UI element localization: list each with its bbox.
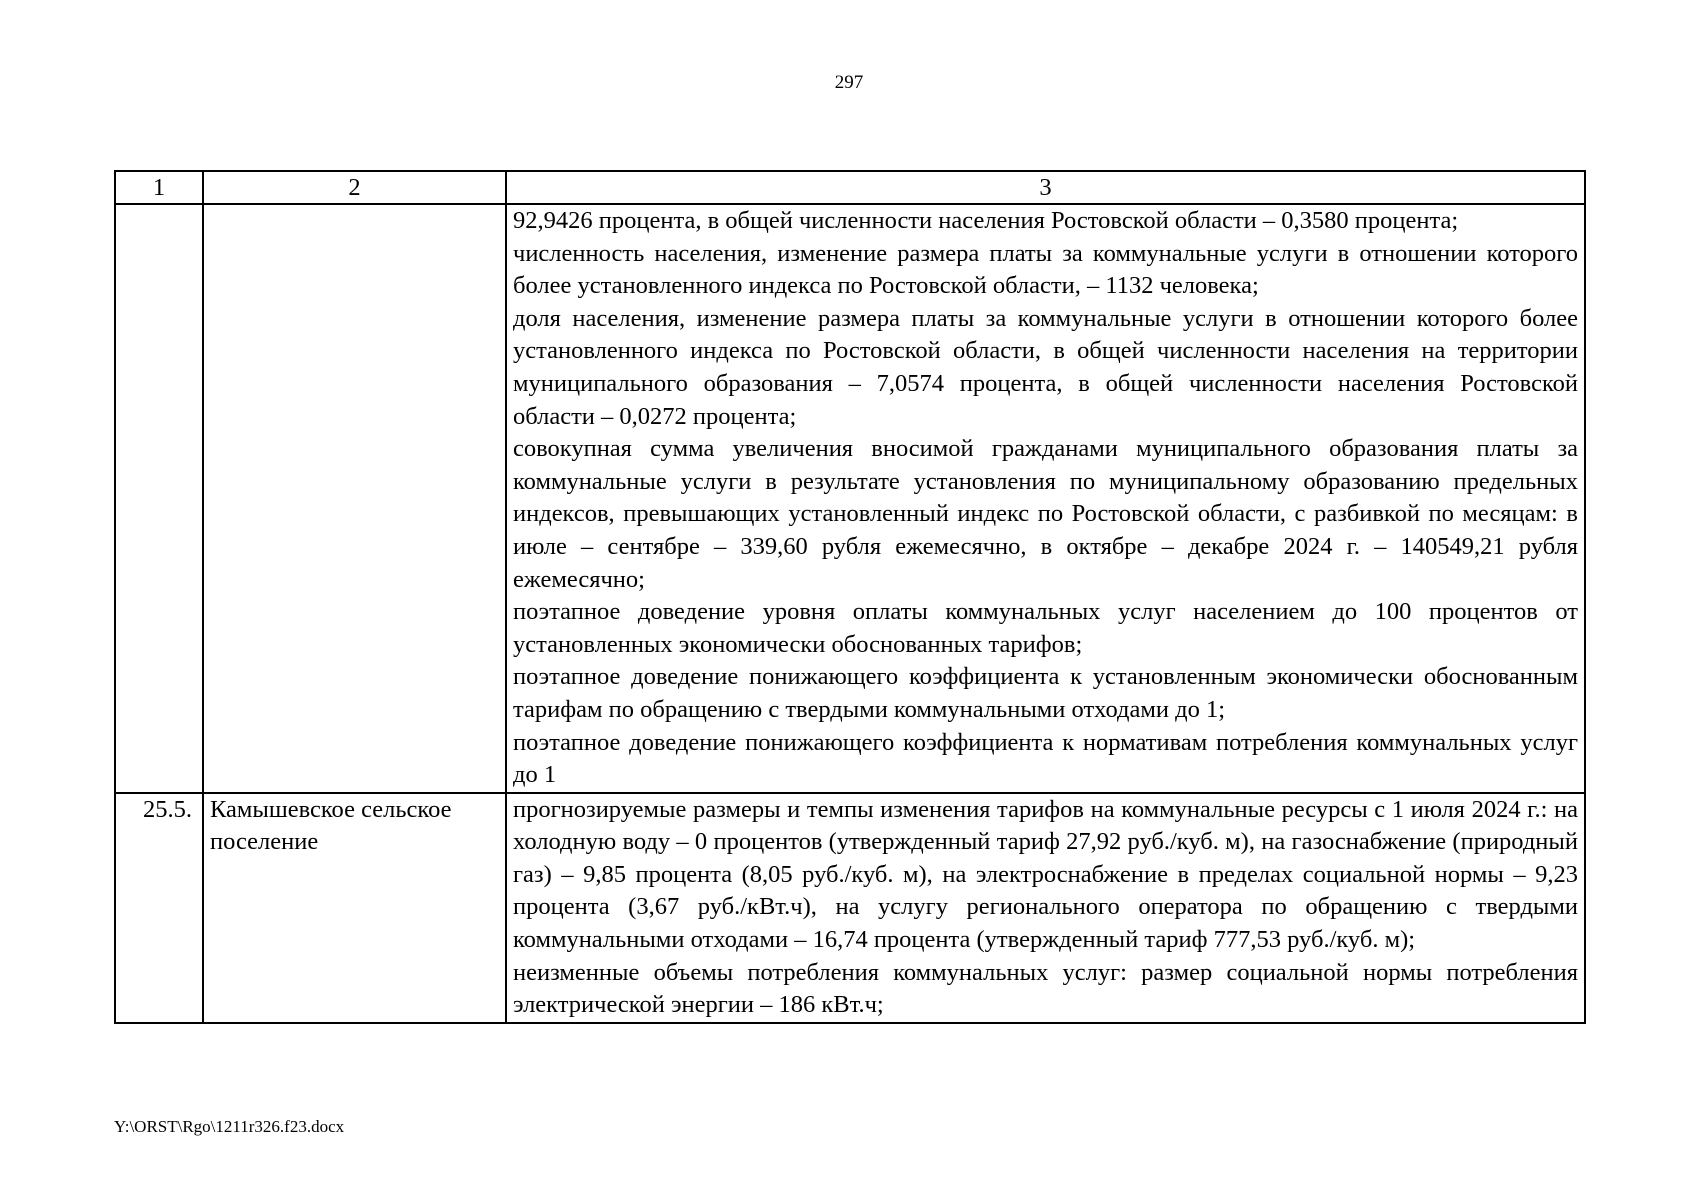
description-paragraph: численность населения, изменение размера платы за коммунальные услуги в отношении которого более установленного индекса по Ростовской области, – 1132 человека; xyxy=(513,239,1578,300)
description-paragraph: поэтапное доведение понижающего коэффициента к установленным экономически обоснованным тарифам по обращению с твердыми коммунальными отходами до 1; xyxy=(513,663,1578,723)
description-paragraph: совокупная сумма увеличения вносимой гражданами муниципального образования платы за коммунальные услуги в результате установления по муниципальному образованию предельных индексов, превышающих установленный индекс по Ростовской области, с разбивкой по месяцам: в июле – сентябре – 339,60 рубля ежемесячно, в октябре – декабре 2024 г. – 140549,21 рубля ежемесячно; xyxy=(513,435,1578,593)
description-paragraph: доля населения, изменение размера платы за коммунальные услуги в отношении которого более установленного индекса по Ростовской области, в общей численности населения на территории муниципального образования – 7,0574 процента, в общей численности населения Ростовской области – 0,0272 процента; xyxy=(513,304,1578,430)
document-file-path: Y:\ORST\Rgo\1211r326.f23.docx xyxy=(114,1117,345,1136)
description-cell xyxy=(506,204,1585,793)
page-number: 297 xyxy=(834,72,864,93)
column-header-2: 2 xyxy=(203,171,506,204)
column-header-1: 1 xyxy=(115,171,203,204)
description-cell xyxy=(506,793,1585,1023)
description-paragraph: поэтапное доведение понижающего коэффициента к нормативам потребления коммунальных услуг до 1 xyxy=(513,728,1578,789)
description-paragraph: поэтапное доведение уровня оплаты коммунальных услуг населением до 100 процентов от установленных экономически обоснованных тарифов; xyxy=(513,598,1578,658)
table-row xyxy=(115,204,1585,793)
column-header-3: 3 xyxy=(506,171,1585,204)
row-number-cell: 25.5. xyxy=(115,793,203,1023)
municipality-name-cell xyxy=(203,204,506,793)
municipality-name-cell: Камышевское сельское поселение xyxy=(203,793,506,1023)
table-row xyxy=(115,793,1585,1023)
description-paragraph: прогнозируемые размеры и темпы изменения тарифов на коммунальные ресурсы с 1 июля 2024 г.: на холодную воду – 0 процентов (утвержденный тариф 27,92 руб./куб. м), на газоснабжение (природный газ) – 9,85 процента (8,05 руб./куб. м), на электроснабжение в пределах социальной нормы – 9,23 процента (3,67 руб./кВт.ч), на услугу регионального оператора по обращению с твердыми коммунальными отходами – 16,74 процента (утвержденный тариф 777,53 руб./куб. м); xyxy=(513,795,1578,954)
description-paragraph: неизменные объемы потребления коммунальных услуг: размер социальной нормы потребления электрической энергии – 186 кВт.ч; xyxy=(513,958,1578,1019)
row-number-cell xyxy=(115,204,203,793)
tariff-table xyxy=(114,170,1586,1024)
table-header-row xyxy=(115,171,1585,204)
description-paragraph: 92,9426 процента, в общей численности населения Ростовской области – 0,3580 процента; xyxy=(513,207,1459,234)
